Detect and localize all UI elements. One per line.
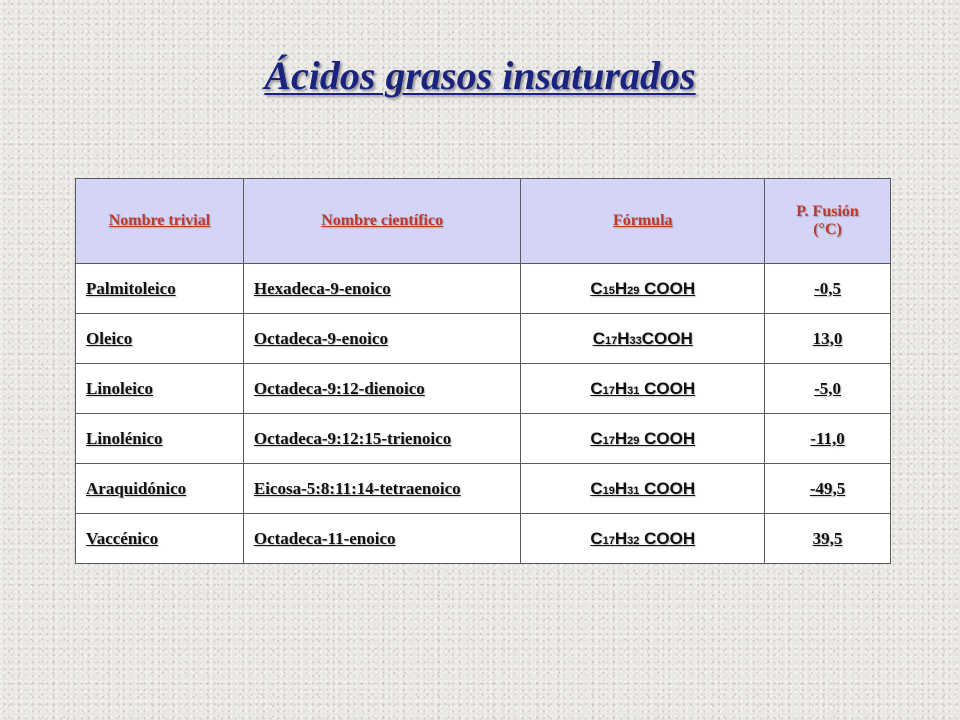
- header-nombre-cientifico: Nombre científico: [243, 179, 521, 264]
- cell-formula: [521, 264, 765, 314]
- formula-c: C: [590, 478, 603, 498]
- table-row: [76, 514, 891, 564]
- fatty-acids-table: [75, 178, 891, 564]
- formula-rest: COOH: [639, 378, 696, 398]
- formula-h-count: 32: [627, 534, 640, 547]
- formula-rest: COOH: [641, 328, 693, 348]
- formula-rest: COOH: [639, 278, 696, 298]
- cell-fusion: -0,5: [765, 264, 891, 314]
- formula-rest: COOH: [639, 528, 696, 548]
- table-row: [76, 414, 891, 464]
- header-punto-fusion: [765, 179, 891, 264]
- formula-c: C: [592, 328, 605, 348]
- formula-c-count: 17: [602, 384, 615, 397]
- table-row: [76, 364, 891, 414]
- cell-cientifico: Octadeca-11-enoico: [243, 514, 521, 564]
- cell-trivial: Palmitoleico: [76, 264, 244, 314]
- header-formula: Fórmula: [521, 179, 765, 264]
- formula-h-count: 29: [627, 434, 640, 447]
- formula-h: H: [614, 478, 628, 498]
- formula-c: C: [590, 378, 603, 398]
- cell-cientifico: Hexadeca-9-enoico: [243, 264, 521, 314]
- table-row: [76, 464, 891, 514]
- cell-fusion: -11,0: [765, 414, 891, 464]
- formula-h: H: [614, 378, 628, 398]
- formula-h-count: 29: [627, 284, 640, 297]
- table-row: [76, 314, 891, 364]
- cell-formula: [521, 514, 765, 564]
- cell-fusion: -49,5: [765, 464, 891, 514]
- formula-h: H: [614, 428, 628, 448]
- cell-cientifico: Eicosa-5:8:11:14-tetraenoico: [243, 464, 521, 514]
- formula-h: H: [617, 328, 630, 348]
- formula-c-count: 19: [602, 484, 615, 497]
- cell-formula: [521, 414, 765, 464]
- formula-h-count: 31: [627, 384, 640, 397]
- formula-c-count: 15: [602, 284, 615, 297]
- page-title: Ácidos grasos insaturados: [264, 53, 696, 98]
- formula-c: C: [590, 528, 603, 548]
- cell-formula: [521, 314, 765, 364]
- cell-cientifico: Octadeca-9-enoico: [243, 314, 521, 364]
- formula-c-count: 17: [602, 534, 615, 547]
- formula-h: H: [614, 278, 628, 298]
- header-punto-fusion-label: P. Fusión (°C): [796, 203, 859, 238]
- cell-trivial: Linoleico: [76, 364, 244, 414]
- formula-h-count: 33: [629, 334, 642, 347]
- formula-c-count: 17: [602, 434, 615, 447]
- cell-cientifico: Octadeca-9:12-dienoico: [243, 364, 521, 414]
- cell-cientifico: Octadeca-9:12:15-trienoico: [243, 414, 521, 464]
- formula-rest: COOH: [639, 478, 696, 498]
- cell-trivial: Araquidónico: [76, 464, 244, 514]
- cell-trivial: Linolénico: [76, 414, 244, 464]
- formula-h: H: [614, 528, 628, 548]
- formula-c: C: [590, 278, 603, 298]
- formula-c-count: 17: [604, 334, 618, 347]
- formula-h-count: 31: [627, 484, 640, 497]
- cell-fusion: -5,0: [765, 364, 891, 414]
- table-header-row: [76, 179, 891, 264]
- cell-trivial: Vaccénico: [76, 514, 244, 564]
- header-nombre-trivial: Nombre trivial: [76, 179, 244, 264]
- formula-rest: COOH: [639, 428, 696, 448]
- table-row: [76, 264, 891, 314]
- cell-fusion: 13,0: [765, 314, 891, 364]
- cell-fusion: 39,5: [765, 514, 891, 564]
- formula-c: C: [590, 428, 603, 448]
- cell-formula: [521, 464, 765, 514]
- cell-formula: [521, 364, 765, 414]
- cell-trivial: Oleico: [76, 314, 244, 364]
